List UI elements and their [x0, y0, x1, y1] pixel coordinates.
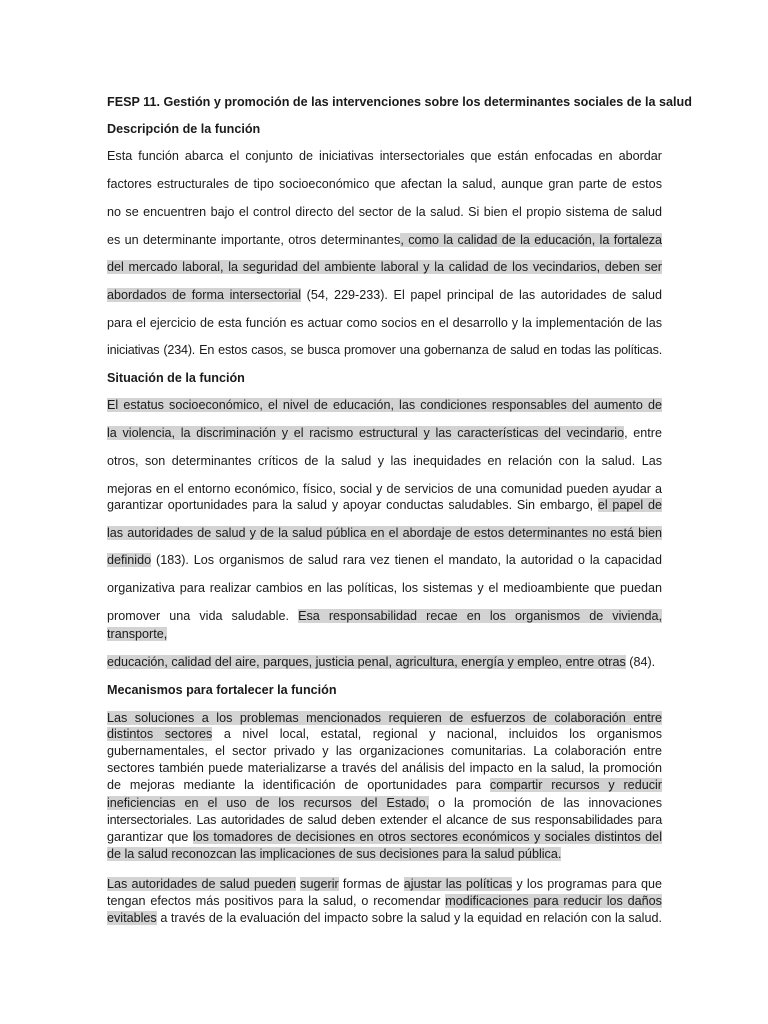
- highlighted-text: sugerir: [300, 877, 339, 891]
- text-run: factores estructurales de tipo socioeconómico que afectan la salud, aunque gran parte de estos: [107, 177, 662, 191]
- text-line: [107, 608, 662, 625]
- section-heading: Descripción de la función: [107, 122, 261, 136]
- highlighted-text: del mercado laboral, la seguridad del ambiente laboral y la calidad de los vecindarios, deben ser: [107, 260, 662, 274]
- text-line: [107, 743, 662, 760]
- highlighted-text: evitables: [107, 911, 157, 925]
- text-run: tengan efectos más positivos para la salud, o recomendar: [107, 894, 446, 908]
- highlighted-text: las autoridades de salud y de la salud pública en el abordaje de estos determinantes no está bien: [107, 526, 662, 540]
- text-line: [107, 812, 662, 829]
- text-line: [107, 580, 662, 597]
- text-line: [107, 287, 662, 304]
- highlighted-text: ineficiencias en el uso de los recursos del Estado,: [107, 796, 430, 810]
- highlighted-text: distintos sectores: [107, 727, 213, 741]
- text-line: [107, 497, 662, 514]
- text-run: a nivel local, estatal, regional y nacional, incluidos los organismos: [212, 727, 662, 741]
- text-line: [107, 176, 662, 193]
- text-line: [107, 397, 662, 414]
- text-run: (183). Los organismos de salud rara vez tienen el mandato, la autoridad o la capacidad: [151, 553, 662, 567]
- highlighted-text: los tomadores de decisiones en otros sectores económicos y sociales distintos del: [192, 830, 662, 844]
- text-run: promover una vida saludable.: [107, 609, 299, 623]
- text-run: de mejoras mediante la identificación de oportunidades para: [107, 778, 490, 792]
- text-line: [107, 795, 662, 812]
- section-heading: Mecanismos para fortalecer la función: [107, 683, 337, 697]
- text-run: o la promoción de las innovaciones: [429, 796, 662, 810]
- highlighted-text: abordados de forma intersectorial: [107, 288, 302, 302]
- text-run: iniciativas (234). En estos casos, se busca promover una gobernanza de salud en todas las políticas.: [107, 343, 662, 357]
- highlighted-text: de la salud reconozcan las implicaciones de sus decisiones para la salud pública.: [107, 847, 562, 861]
- highlighted-text: ajustar las políticas: [403, 877, 513, 891]
- text-run: organizativa para realizar cambios en las políticas, los sistemas y el medioambiente que puedan: [107, 581, 662, 595]
- text-run: otros, son determinantes críticos de la salud y las inequidades en relación con la salud. Las: [107, 454, 662, 468]
- text-run: gubernamentales, el sector privado y las organizaciones comunitarias. La colaboración entre: [107, 744, 662, 758]
- highlighted-text: educación, calidad del aire, parques, justicia penal, agricultura, energía y empleo, entre otras: [107, 655, 626, 669]
- text-run: y los programas para que: [512, 877, 662, 891]
- text-line: [107, 846, 662, 863]
- text-line: [107, 777, 662, 794]
- text-line: [107, 726, 662, 743]
- text-line: [107, 425, 662, 442]
- text-run: mejoras en el entorno económico, físico, social y de servicios de una comunidad pueden ayudar a: [107, 482, 662, 496]
- highlighted-text: modificaciones para reducir los daños: [445, 894, 662, 908]
- text-run: garantizar oportunidades para la salud y apoyar conductas saludables. Sin embargo,: [107, 498, 598, 512]
- text-run: garantizar que: [107, 830, 193, 844]
- text-run: Esta función abarca el conjunto de iniciativas intersectoriales que están enfocadas en abordar: [107, 149, 662, 163]
- text-run: , entre: [624, 426, 662, 440]
- highlighted-text: Esa responsabilidad recae en los organismos de vivienda,: [298, 609, 662, 623]
- highlighted-text: compartir recursos y reducir: [489, 778, 662, 792]
- text-line: [107, 342, 662, 359]
- text-line: [107, 481, 662, 498]
- text-line: [107, 204, 662, 221]
- text-line: [107, 876, 662, 893]
- text-line: [107, 893, 662, 910]
- document-title: FESP 11. Gestión y promoción de las intervenciones sobre los determinantes sociales de la salud: [107, 95, 692, 109]
- text-run: no se encuentren bajo el control directo del sector de la salud. Si bien el propio sistema de salud: [107, 205, 662, 219]
- text-run: formas de: [338, 877, 404, 891]
- text-run: (84).: [625, 655, 656, 669]
- text-run: (54, 229-233). El papel principal de las autoridades de salud: [301, 288, 662, 302]
- text-line: [107, 654, 662, 671]
- text-run: a través de la evaluación del impacto sobre la salud y la equidad en relación con la salud.: [156, 911, 662, 925]
- highlighted-text: , como la calidad de la educación, la fortaleza: [400, 233, 662, 247]
- highlighted-text: El estatus socioeconómico, el nivel de educación, las condiciones responsables del aumento de: [107, 398, 662, 412]
- highlighted-text: Las soluciones a los problemas mencionados requieren de esfuerzos de colaboración entre: [107, 711, 662, 725]
- text-run: es un determinante importante, otros determinantes: [107, 233, 401, 247]
- text-line: [107, 453, 662, 470]
- text-line: [107, 315, 662, 332]
- section-heading: Situación de la función: [107, 371, 245, 385]
- highlighted-text: transporte,: [107, 627, 168, 641]
- text-line: [107, 829, 662, 846]
- text-line: [107, 148, 662, 165]
- text-line: [107, 910, 662, 927]
- text-line: [107, 232, 662, 249]
- highlighted-text: Las autoridades de salud pueden: [107, 877, 297, 891]
- text-line: [107, 525, 662, 542]
- text-run: para el ejercicio de esta función es actuar como socios en el desarrollo y la implementación de las: [107, 316, 662, 330]
- highlighted-text: definido: [107, 553, 152, 567]
- text-line: [107, 760, 662, 777]
- highlighted-text: la violencia, la discriminación y el racismo estructural y las características del vecindario: [107, 426, 625, 440]
- highlighted-text: el papel de: [597, 498, 663, 512]
- text-line: [107, 552, 662, 569]
- text-run: sectores también puede materializarse a través del análisis del impacto en la salud, la promoción: [107, 761, 662, 775]
- text-line: [107, 710, 662, 727]
- text-line: [107, 626, 662, 643]
- text-run: intersectoriales. Las autoridades de salud deben extender el alcance de sus responsabilidades para: [107, 813, 662, 827]
- text-line: [107, 259, 662, 276]
